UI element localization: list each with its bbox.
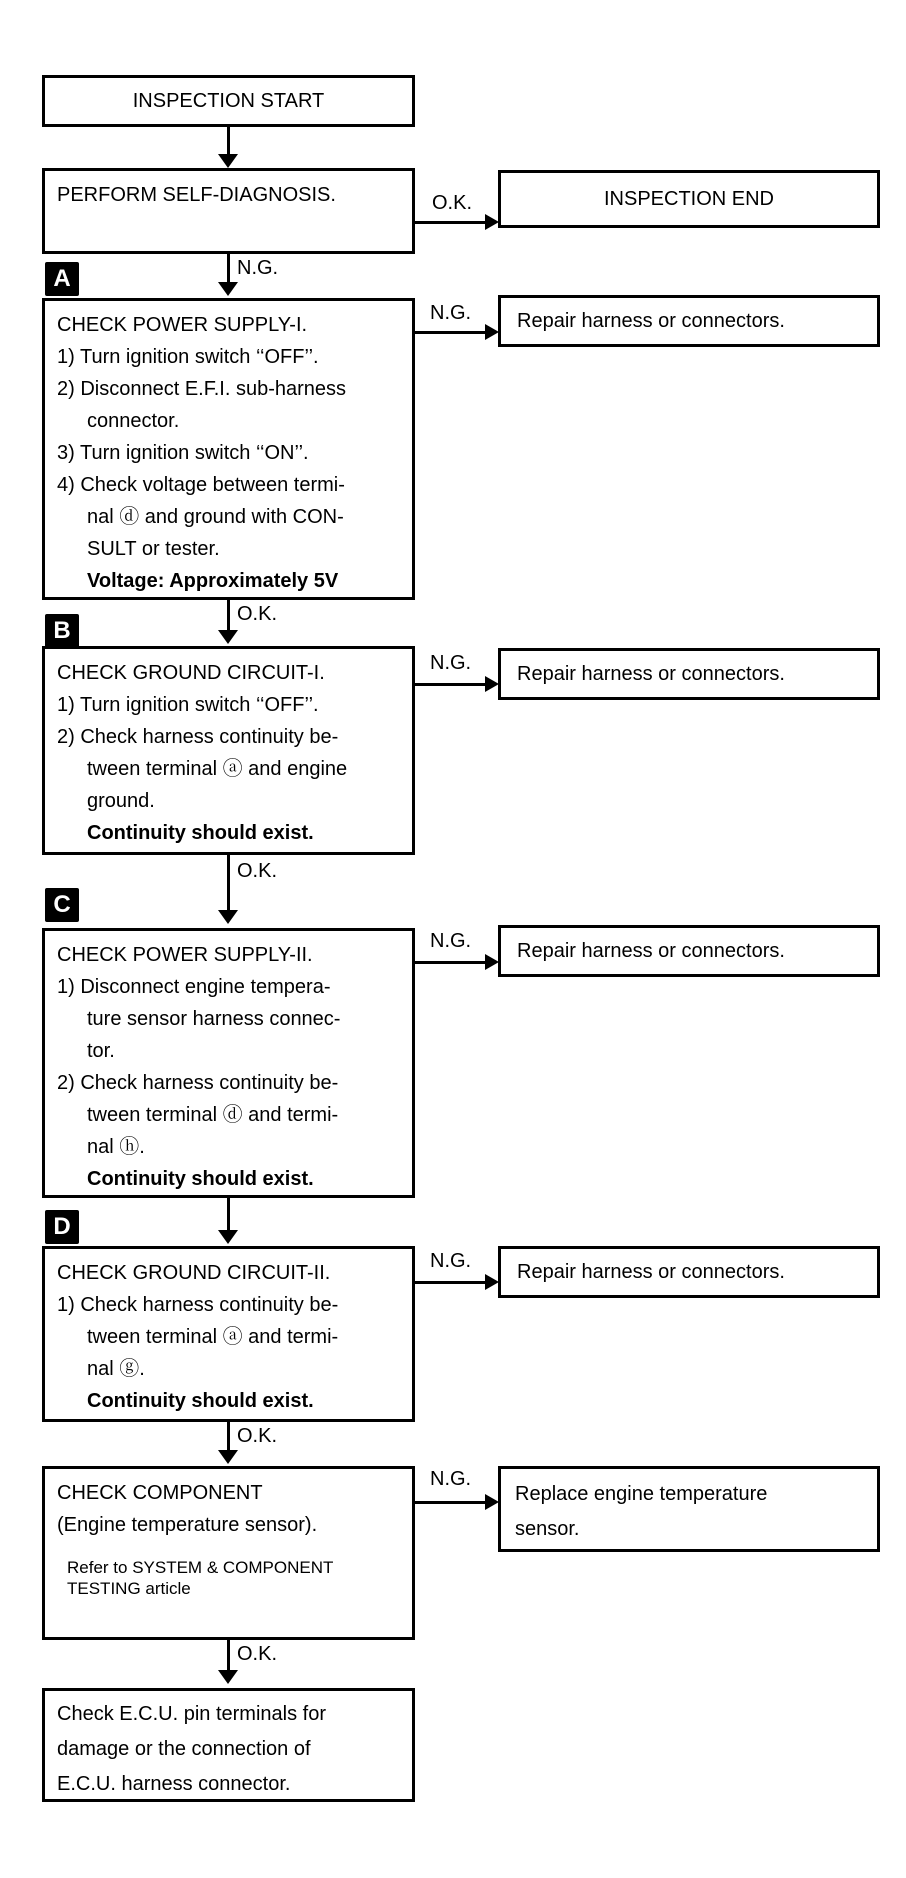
arrow-down-icon (218, 1230, 238, 1244)
step-a-line: 4) Check voltage between termi- (57, 474, 345, 496)
step-d-line: tween terminal ⓐ and termi- (87, 1326, 339, 1348)
inspection-end-label: INSPECTION END (603, 187, 775, 210)
step-c-line: 2) Check harness continuity be- (57, 1072, 339, 1094)
step-c-line: tor. (87, 1040, 115, 1062)
check-component-note (67, 1557, 404, 1599)
ng-label: N.G. (430, 930, 472, 952)
step-d-title: CHECK GROUND CIRCUIT-II. (57, 1262, 331, 1284)
flow-arrow-line (415, 1501, 485, 1504)
step-c-line: tween terminal ⓓ and termi- (87, 1104, 339, 1126)
step-d-node (42, 1246, 415, 1422)
step-c-node (42, 928, 415, 1198)
ok-label: O.K. (237, 603, 278, 625)
self-diagnosis-node (42, 168, 415, 254)
check-ecu-line: E.C.U. harness connector. (57, 1773, 291, 1795)
check-ecu-line: damage or the connection of (57, 1738, 311, 1760)
step-b-title: CHECK GROUND CIRCUIT-I. (57, 662, 325, 684)
step-a-line: 3) Turn ignition switch ‘‘ON’’. (57, 442, 309, 464)
check-component-subtitle: (Engine temperature sensor). (57, 1514, 318, 1536)
arrow-right-icon (485, 954, 499, 970)
flow-arrow-line (415, 961, 485, 964)
arrow-right-icon (485, 676, 499, 692)
step-a-node (42, 298, 415, 600)
step-b-line: ground. (87, 790, 155, 812)
check-component-note-line: Refer to SYSTEM & COMPONENT (67, 1558, 334, 1577)
check-ecu-node (42, 1688, 415, 1802)
badge-d: D (45, 1210, 79, 1244)
flow-arrow-line (415, 221, 485, 224)
step-b-line: 2) Check harness continuity be- (57, 726, 339, 748)
repair-node-a (498, 295, 880, 347)
ok-label: O.K. (237, 1425, 278, 1447)
flow-arrow-line (415, 331, 485, 334)
step-a-line: connector. (87, 410, 180, 432)
step-a-line: nal ⓓ and ground with CON- (87, 506, 344, 528)
step-b-line: tween terminal ⓐ and engine (87, 758, 348, 780)
ok-label: O.K. (237, 860, 278, 882)
step-d-spec: Continuity should exist. (87, 1390, 314, 1412)
ok-label: O.K. (432, 192, 473, 214)
flow-arrow-line (227, 855, 230, 912)
ng-label: N.G. (430, 1250, 472, 1272)
ng-label: N.G. (430, 302, 472, 324)
check-component-node (42, 1466, 415, 1640)
flow-arrow-line (227, 1422, 230, 1450)
step-a-line: 2) Disconnect E.F.I. sub-harness (57, 378, 347, 400)
check-component-note-line: TESTING article (67, 1579, 191, 1598)
check-ecu-line: Check E.C.U. pin terminals for (57, 1703, 326, 1725)
arrow-down-icon (218, 1450, 238, 1464)
flow-arrow-line (227, 1198, 230, 1230)
repair-node-d-label: Repair harness or connectors. (517, 1260, 785, 1283)
arrow-right-icon (485, 214, 499, 230)
step-d-line: 1) Check harness continuity be- (57, 1294, 339, 1316)
replace-sensor-node (498, 1466, 880, 1552)
arrow-down-icon (218, 1670, 238, 1684)
step-b-node (42, 646, 415, 855)
arrow-right-icon (485, 1494, 499, 1510)
arrow-down-icon (218, 282, 238, 296)
badge-b: B (45, 614, 79, 648)
self-diagnosis-title: PERFORM SELF-DIAGNOSIS. (57, 184, 336, 206)
step-c-line: 1) Disconnect engine tempera- (57, 976, 331, 998)
step-c-spec: Continuity should exist. (87, 1168, 314, 1190)
step-a-line: SULT or tester. (87, 538, 220, 560)
badge-c: C (45, 888, 79, 922)
step-a-spec: Voltage: Approximately 5V (87, 570, 339, 592)
flow-arrow-line (227, 600, 230, 632)
arrow-right-icon (485, 1274, 499, 1290)
arrow-down-icon (218, 910, 238, 924)
step-c-line: ture sensor harness connec- (87, 1008, 341, 1030)
flow-arrow-line (415, 1281, 485, 1284)
arrow-down-icon (218, 154, 238, 168)
step-d-line: nal ⓖ. (87, 1358, 145, 1380)
repair-node-d (498, 1246, 880, 1298)
arrow-down-icon (218, 630, 238, 644)
step-b-line: 1) Turn ignition switch ‘‘OFF’’. (57, 694, 319, 716)
ok-label: O.K. (237, 1643, 278, 1665)
step-c-title: CHECK POWER SUPPLY-II. (57, 944, 313, 966)
ng-label: N.G. (237, 257, 279, 279)
repair-node-b (498, 648, 880, 700)
check-component-title: CHECK COMPONENT (57, 1482, 263, 1504)
step-c-line: nal ⓗ. (87, 1136, 145, 1158)
ng-label: N.G. (430, 652, 472, 674)
flow-arrow-line (227, 127, 230, 156)
replace-sensor-line: sensor. (515, 1518, 580, 1540)
arrow-right-icon (485, 324, 499, 340)
inspection-end-node (498, 170, 880, 228)
step-a-line: 1) Turn ignition switch ‘‘OFF’’. (57, 346, 319, 368)
repair-node-c-label: Repair harness or connectors. (517, 939, 785, 962)
step-a-title: CHECK POWER SUPPLY-I. (57, 314, 308, 336)
flow-arrow-line (415, 683, 485, 686)
step-b-spec: Continuity should exist. (87, 822, 314, 844)
replace-sensor-line: Replace engine temperature (515, 1483, 768, 1505)
badge-a: A (45, 262, 79, 296)
repair-node-b-label: Repair harness or connectors. (517, 662, 785, 685)
flow-arrow-line (227, 254, 230, 284)
start-node-label: INSPECTION START (132, 89, 325, 112)
ng-label: N.G. (430, 1468, 472, 1490)
start-node (42, 75, 415, 127)
flow-arrow-line (227, 1640, 230, 1672)
repair-node-a-label: Repair harness or connectors. (517, 309, 785, 332)
repair-node-c (498, 925, 880, 977)
